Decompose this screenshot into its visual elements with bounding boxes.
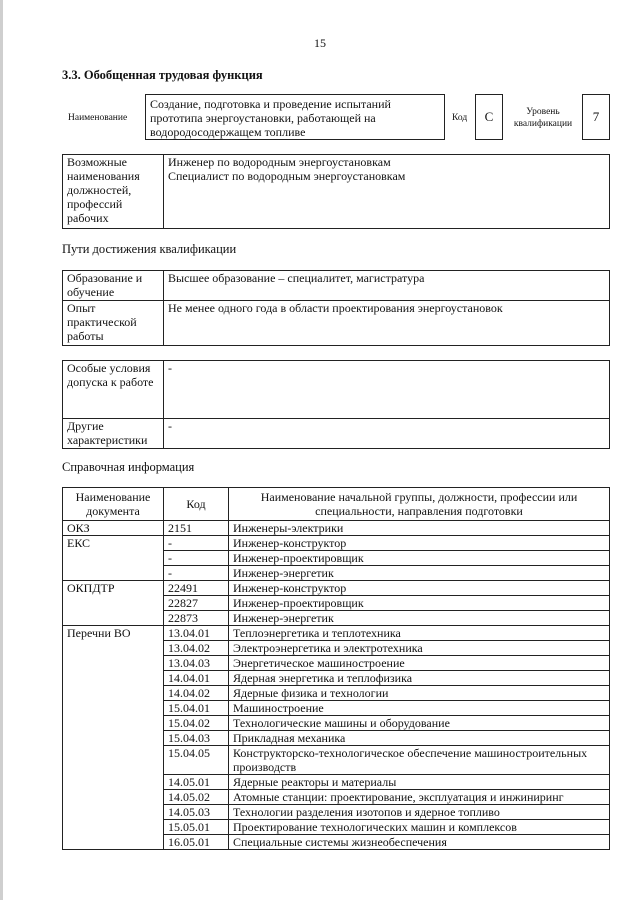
code-cell: 15.04.01 bbox=[164, 701, 229, 716]
name-cell: Специальные системы жизнеобеспечения bbox=[229, 835, 610, 850]
level-label: Уровень квалификации bbox=[513, 107, 573, 129]
code-cell: 16.05.01 bbox=[164, 835, 229, 850]
code-cell: 14.05.01 bbox=[164, 775, 229, 790]
experience-value: Не менее одного года в области проектирования энергоустановок bbox=[164, 301, 610, 346]
name-cell: Технологии разделения изотопов и ядерное топливо bbox=[229, 805, 610, 820]
table-row bbox=[63, 581, 610, 596]
code-cell: 15.04.05 bbox=[164, 746, 229, 775]
qualification-heading: Пути достижения квалификации bbox=[62, 242, 237, 256]
other-characteristics-label: Другие характеристики bbox=[63, 419, 164, 449]
name-cell: Инженер-энергетик bbox=[229, 566, 610, 581]
document-cell: ОКЗ bbox=[63, 521, 164, 536]
level-box bbox=[582, 94, 610, 140]
name-cell: Электроэнергетика и электротехника bbox=[229, 641, 610, 656]
name-cell: Прикладная механика bbox=[229, 731, 610, 746]
name-cell: Теплоэнергетика и теплотехника bbox=[229, 626, 610, 641]
code-cell: 2151 bbox=[164, 521, 229, 536]
name-cell: Инженер-проектировщик bbox=[229, 596, 610, 611]
name-cell: Машиностроение bbox=[229, 701, 610, 716]
section-title: 3.3. Обобщенная трудовая функция bbox=[62, 68, 263, 82]
name-cell: Технологические машины и оборудование bbox=[229, 716, 610, 731]
code-label: Код bbox=[452, 113, 468, 123]
code-cell: - bbox=[164, 536, 229, 551]
reference-heading: Справочная информация bbox=[62, 460, 195, 474]
code-cell: 14.05.03 bbox=[164, 805, 229, 820]
name-cell: Энергетическое машиностроение bbox=[229, 656, 610, 671]
name-label: Наименование bbox=[68, 113, 128, 123]
reference-body bbox=[63, 521, 610, 850]
education-label: Образование и обучение bbox=[63, 271, 164, 301]
code-cell: 13.04.01 bbox=[164, 626, 229, 641]
function-name-value: Создание, подготовка и проведение испытаний прототипа энергоустановки, работающей на водородосодержащем топливе bbox=[150, 97, 391, 139]
document-cell: ЕКС bbox=[63, 536, 164, 581]
column-header-code: Код bbox=[164, 488, 229, 521]
name-cell: Атомные станции: проектирование, эксплуатация и инжиниринг bbox=[229, 790, 610, 805]
name-cell: Инженер-энергетик bbox=[229, 611, 610, 626]
code-cell: 14.05.02 bbox=[164, 790, 229, 805]
table-row bbox=[63, 536, 610, 551]
special-conditions-label: Особые условия допуска к работе bbox=[63, 361, 164, 419]
code-cell: 15.04.03 bbox=[164, 731, 229, 746]
code-cell: 13.04.03 bbox=[164, 656, 229, 671]
code-cell: 22491 bbox=[164, 581, 229, 596]
name-cell: Инженер-конструктор bbox=[229, 581, 610, 596]
name-cell: Проектирование технологических машин и комплексов bbox=[229, 820, 610, 835]
name-cell: Ядерные реакторы и материалы bbox=[229, 775, 610, 790]
table-row bbox=[63, 521, 610, 536]
name-cell: Инженер-конструктор bbox=[229, 536, 610, 551]
name-cell: Ядерные физика и технологии bbox=[229, 686, 610, 701]
education-value: Высшее образование – специалитет, магистратура bbox=[164, 271, 610, 301]
code-cell: - bbox=[164, 551, 229, 566]
positions-label: Возможные наименования должностей, профессий рабочих bbox=[63, 155, 164, 229]
column-header-document: Наименование документа bbox=[63, 488, 164, 521]
name-cell: Инженеры-электрики bbox=[229, 521, 610, 536]
document-cell: ОКПДТР bbox=[63, 581, 164, 626]
column-header-name: Наименование начальной группы, должности, профессии или специальности, направления подготовки bbox=[229, 488, 610, 521]
code-cell: 13.04.02 bbox=[164, 641, 229, 656]
code-box bbox=[475, 94, 503, 140]
reference-table bbox=[62, 487, 610, 850]
code-value: С bbox=[484, 109, 494, 124]
conditions-table bbox=[62, 360, 610, 449]
code-cell: 14.04.02 bbox=[164, 686, 229, 701]
name-cell: Ядерная энергетика и теплофизика bbox=[229, 671, 610, 686]
qualification-table bbox=[62, 270, 610, 346]
special-conditions-value: - bbox=[164, 361, 610, 419]
name-cell: Конструкторско-технологическое обеспечение машиностроительных производств bbox=[229, 746, 610, 775]
table-row bbox=[63, 626, 610, 641]
level-value: 7 bbox=[592, 109, 600, 124]
page-number: 15 bbox=[314, 36, 326, 50]
code-cell: 22873 bbox=[164, 611, 229, 626]
code-cell: 14.04.01 bbox=[164, 671, 229, 686]
name-cell: Инженер-проектировщик bbox=[229, 551, 610, 566]
position-item: Инженер по водородным энергоустановкам bbox=[168, 155, 391, 169]
position-item: Специалист по водородным энергоустановкам bbox=[168, 169, 406, 183]
function-name-box bbox=[145, 94, 445, 140]
positions-values bbox=[164, 155, 610, 229]
scan-edge bbox=[0, 0, 3, 900]
code-cell: 22827 bbox=[164, 596, 229, 611]
experience-label: Опыт практической работы bbox=[63, 301, 164, 346]
code-cell: - bbox=[164, 566, 229, 581]
code-cell: 15.04.02 bbox=[164, 716, 229, 731]
document-cell: Перечни ВО bbox=[63, 626, 164, 850]
code-cell: 15.05.01 bbox=[164, 820, 229, 835]
positions-table bbox=[62, 154, 610, 229]
other-characteristics-value: - bbox=[164, 419, 610, 449]
